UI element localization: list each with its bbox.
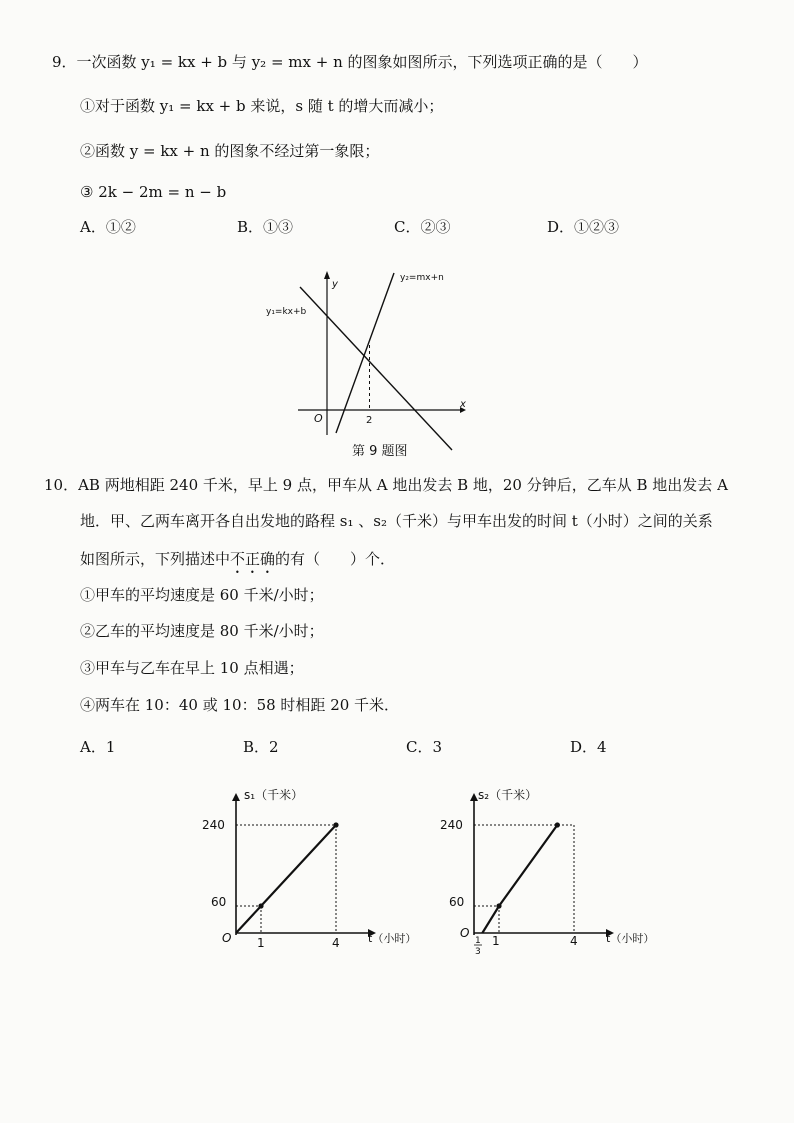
q9-statement-3: ③ 2k − 2m = n − b [80,183,227,201]
q10-emphasis: 不正确 [230,550,276,568]
g1-origin: O [222,931,232,945]
q9-label-y2: y₂=mx+n [400,273,444,283]
q9-option-c: C．②③ [394,218,451,236]
q9-origin: O [314,412,323,425]
g2-xtick-frac-num: 1 [475,936,481,946]
g1-xtick-4: 4 [332,936,340,950]
q9-statement-1: ①对于函数 y₁ = kx + b 来说，s 随 t 的增大而减小； [80,97,444,115]
g1-series-line [236,825,336,933]
g2-xlabel: t（小时） [606,932,655,945]
g2-ytick-60: 60 [449,895,465,909]
g2-xtick-1: 1 [492,934,500,948]
g1-point-2 [333,822,338,827]
q9-statement-2: ②函数 y = kx + n 的图象不经过第一象限； [80,142,380,160]
q10-line-3-a: 如图所示，下列描述中 [80,550,231,568]
q9-option-d: D．①②③ [547,218,620,236]
q10-graph-s1 [200,785,417,960]
q9-axis-x-label: x [460,399,466,410]
g1-xtick-1: 1 [257,936,265,950]
q10-statement-4: ④两车在 10：40 或 10：58 时相距 20 千米． [80,696,400,714]
q9-line-y2 [336,273,394,433]
q10-option-d: D．4 [570,738,607,756]
q10-option-c: C．3 [406,738,443,756]
q9-stem: 9．一次函数 y₁ = kx + b 与 y₂ = mx + n 的图象如图所示，下列选项正确的是（ ） [52,53,648,71]
g1-ytick-60: 60 [211,895,227,909]
q10-option-a: A．1 [80,738,116,756]
g2-series-line [482,825,557,933]
q10-statement-2: ②乙车的平均速度是 80 千米/小时； [80,622,324,640]
q10-statement-1: ①甲车的平均速度是 60 千米/小时； [80,586,324,604]
q10-line-3 [80,549,395,577]
g2-xtick-frac-den: 3 [475,947,481,957]
q9-label-y1: y₁=kx+b [266,307,307,317]
q9-tick-2: 2 [366,415,373,426]
q10-statement-3: ③甲车与乙车在早上 10 点相遇； [80,659,304,677]
q10-line-2: 地．甲、乙两车离开各自出发地的路程 s₁ 、s₂（千米）与甲车出发的时间 t（小时）之间的关系 [80,512,713,530]
g2-ylabel: s₂（千米） [478,788,538,802]
q9-caption: 第 9 题图 [352,444,408,459]
g2-ytick-240: 240 [440,818,463,832]
q9-line-y1 [300,287,452,450]
g1-point-1 [258,903,263,908]
q9-option-a: A．①② [80,218,136,236]
q10-line-1: 10．AB 两地相距 240 千米，早上 9 点，甲车从 A 地出发去 B 地，20 分钟后，乙车从 B 地出发去 A [44,476,728,494]
g2-point-2 [555,822,560,827]
g1-ytick-240: 240 [202,818,225,832]
g2-xtick-4: 4 [570,934,578,948]
q10-line-3-b: 的有（ ）个． [275,550,396,568]
g2-origin: O [460,926,470,940]
q9-figure [266,265,470,440]
q9-axis-y-label: y [332,279,338,290]
g1-ylabel: s₁（千米） [244,788,304,802]
q10-graph-s2 [438,785,655,960]
q9-option-b: B．①③ [237,218,294,236]
g1-xlabel: t（小时） [368,932,417,945]
q10-option-b: B．2 [243,738,279,756]
g2-point-1 [496,903,501,908]
